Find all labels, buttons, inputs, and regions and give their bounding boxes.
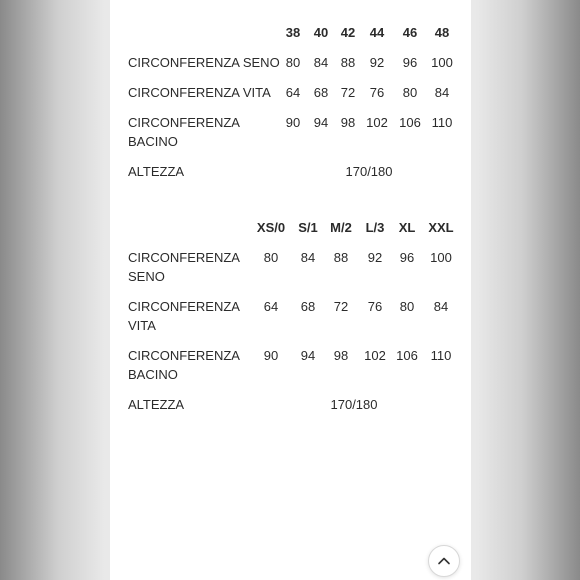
measure-value: 88 bbox=[340, 55, 356, 70]
measure-value: 84 bbox=[313, 55, 329, 70]
size-header: 42 bbox=[340, 25, 356, 40]
measure-value: 80 bbox=[402, 85, 418, 100]
measure-value: 94 bbox=[300, 348, 316, 363]
measure-value: 80 bbox=[285, 55, 301, 70]
size-header: L/3 bbox=[365, 220, 385, 235]
size-header: 44 bbox=[369, 25, 385, 40]
measure-value: 72 bbox=[333, 299, 349, 314]
row-label: CIRCONFERENZA VITA bbox=[128, 299, 240, 333]
measure-value: 102 bbox=[364, 348, 386, 363]
size-header: 40 bbox=[313, 25, 329, 40]
measure-value: 80 bbox=[263, 250, 279, 265]
measure-value: 80 bbox=[399, 299, 415, 314]
height-value: 170/180 bbox=[345, 164, 393, 179]
size-header: XL bbox=[398, 220, 416, 235]
measure-value: 88 bbox=[333, 250, 349, 265]
size-chart-panel bbox=[110, 0, 471, 580]
measure-value: 100 bbox=[430, 250, 452, 265]
height-label: ALTEZZA bbox=[128, 164, 185, 179]
measure-value: 92 bbox=[369, 55, 385, 70]
measure-value: 72 bbox=[340, 85, 356, 100]
measure-value: 98 bbox=[340, 115, 356, 130]
row-label: CIRCONFERENZA SENO bbox=[128, 250, 240, 284]
size-header: XS/0 bbox=[256, 220, 286, 235]
size-header: M/2 bbox=[330, 220, 352, 235]
measure-value: 64 bbox=[285, 85, 301, 100]
height-value: 170/180 bbox=[330, 397, 378, 412]
measure-value: 100 bbox=[431, 55, 453, 70]
measure-value: 98 bbox=[333, 348, 349, 363]
measure-value: 96 bbox=[399, 250, 415, 265]
height-label: ALTEZZA bbox=[128, 397, 185, 412]
measure-value: 110 bbox=[431, 115, 453, 130]
measure-value: 94 bbox=[313, 115, 329, 130]
measure-value: 84 bbox=[434, 85, 450, 100]
measure-value: 96 bbox=[402, 55, 418, 70]
measure-value: 106 bbox=[396, 348, 418, 363]
measure-value: 68 bbox=[300, 299, 316, 314]
chevron-up-icon bbox=[437, 554, 451, 568]
scroll-to-top-button[interactable] bbox=[428, 545, 460, 577]
measure-value: 92 bbox=[367, 250, 383, 265]
measure-value: 102 bbox=[366, 115, 388, 130]
measure-value: 110 bbox=[430, 348, 452, 363]
row-label: CIRCONFERENZA SENO bbox=[128, 55, 280, 70]
measure-value: 76 bbox=[369, 85, 385, 100]
measure-value: 76 bbox=[367, 299, 383, 314]
size-header: XXL bbox=[428, 220, 454, 235]
size-header: 46 bbox=[402, 25, 418, 40]
measure-value: 84 bbox=[433, 299, 449, 314]
row-label: CIRCONFERENZA BACINO bbox=[128, 115, 240, 149]
size-header: 38 bbox=[285, 25, 301, 40]
measure-value: 90 bbox=[285, 115, 301, 130]
row-label: CIRCONFERENZA VITA bbox=[128, 85, 271, 100]
size-header: 48 bbox=[434, 25, 450, 40]
size-header: S/1 bbox=[298, 220, 318, 235]
measure-value: 84 bbox=[300, 250, 316, 265]
measure-value: 90 bbox=[263, 348, 279, 363]
measure-value: 64 bbox=[263, 299, 279, 314]
measure-value: 106 bbox=[399, 115, 421, 130]
measure-value: 68 bbox=[313, 85, 329, 100]
row-label: CIRCONFERENZA BACINO bbox=[128, 348, 240, 382]
